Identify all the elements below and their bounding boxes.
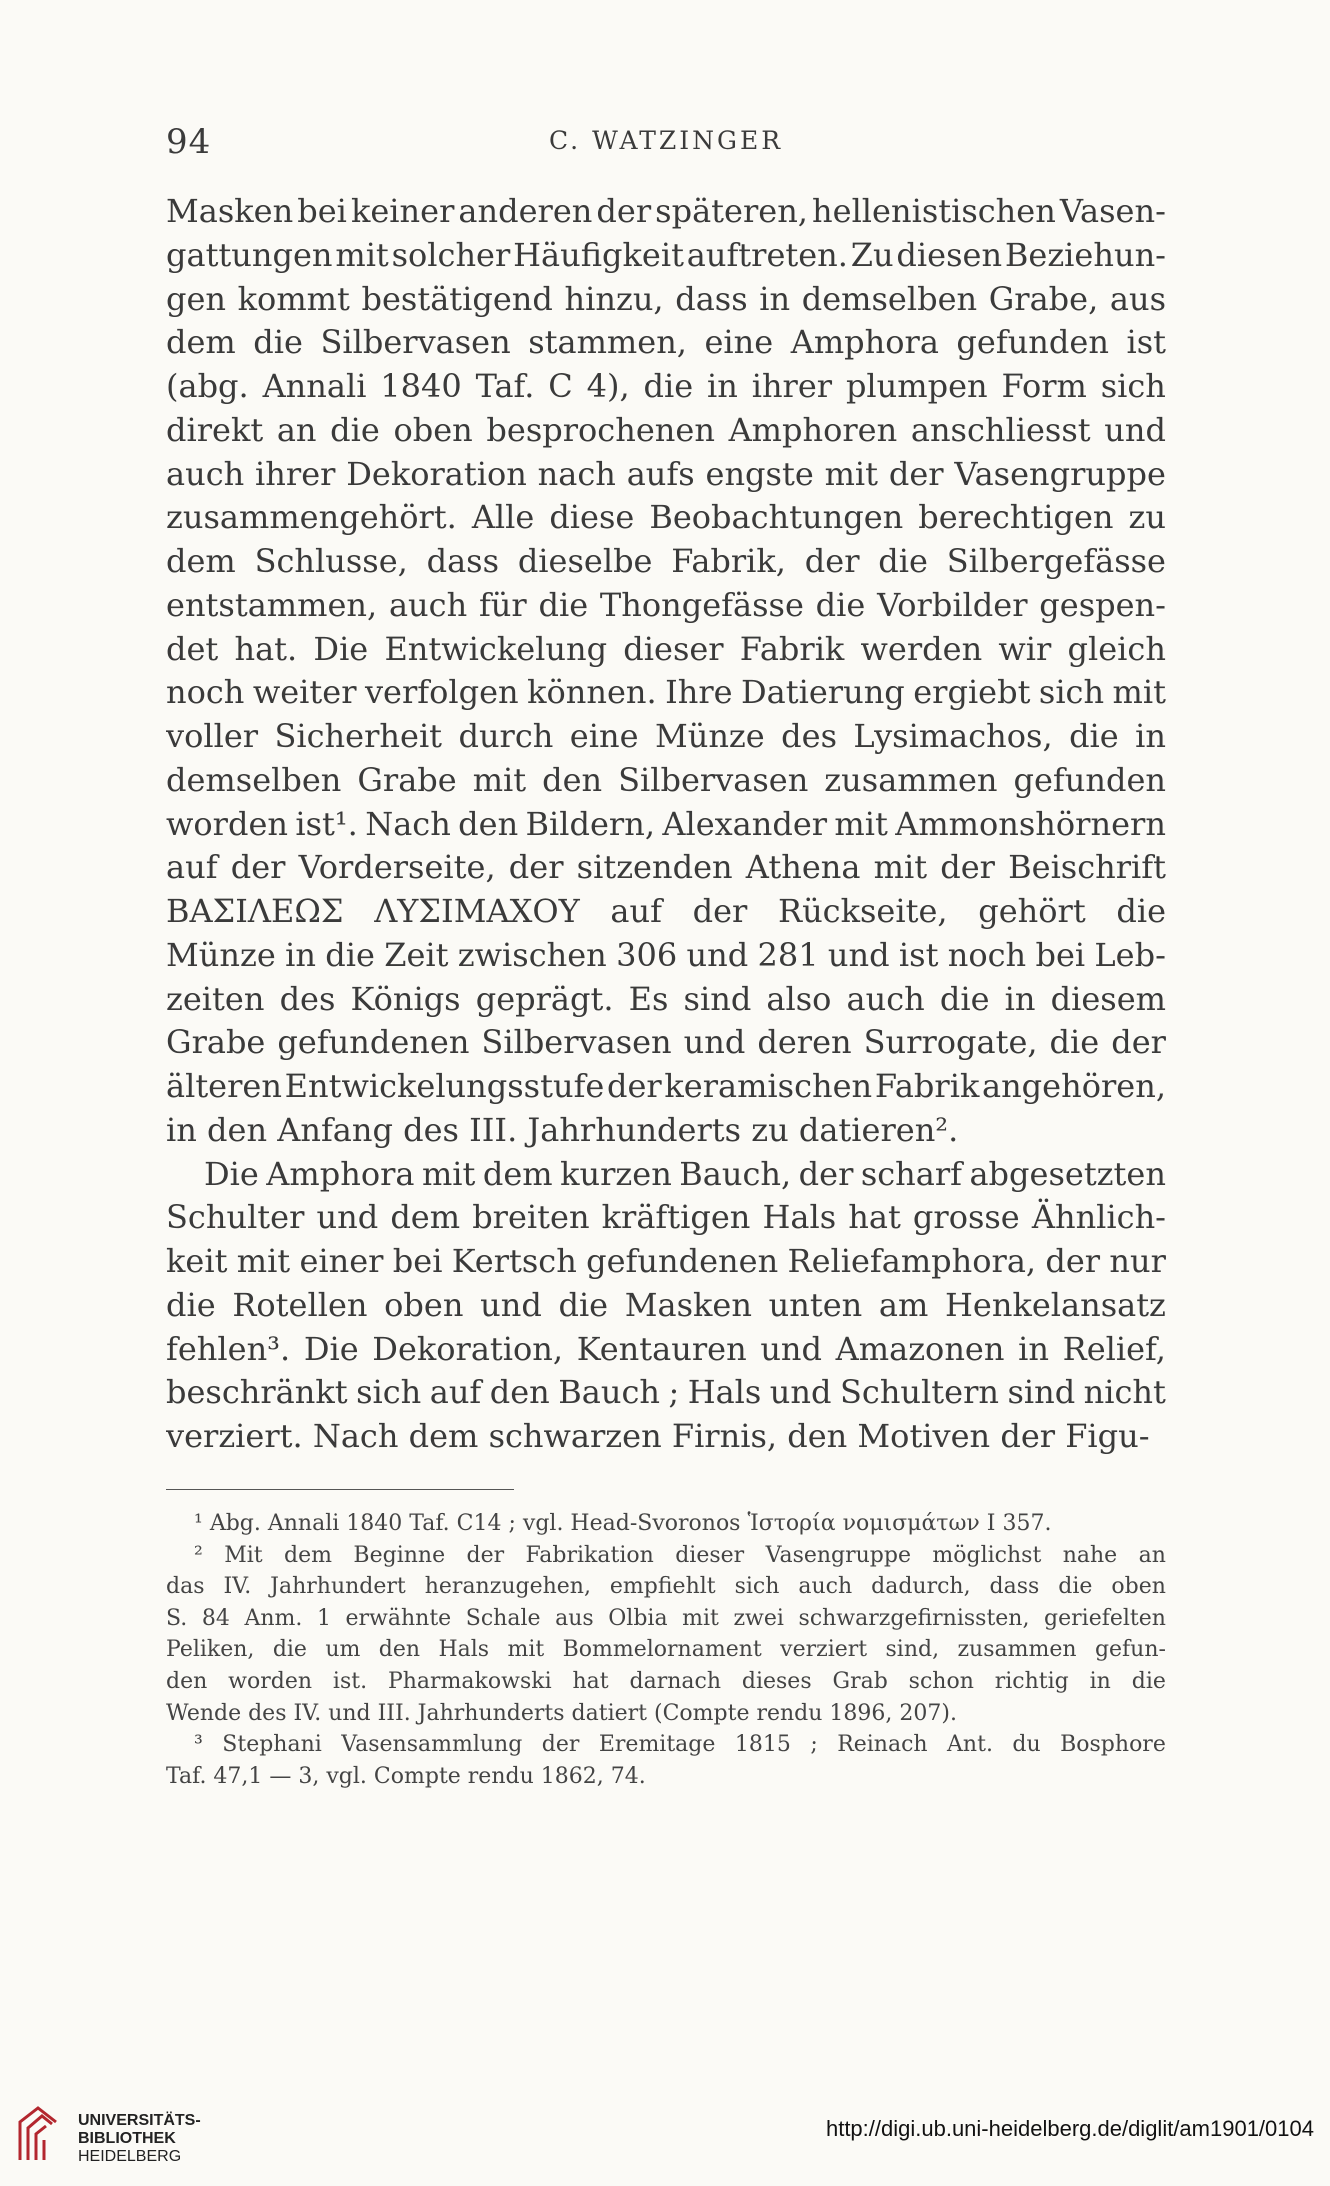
body-line: in den Anfang des III. Jahrhunderts zu datieren². [166,1110,959,1149]
body-line: entstammen, auch für die Thongefässe die Vorbilder gespen- [166,585,1166,624]
main-text [166,190,1166,1459]
body-line: det hat. Die Entwickelung dieser Fabrik werden wir gleich [166,629,1166,668]
body-line: beschränkt sich auf den Bauch ; Hals und Schultern sind nicht [166,1373,1166,1412]
university-library-logo-icon[interactable] [12,2102,64,2166]
footnote-line: den worden ist. Pharmakowski hat darnach dieses Grab schon richtig in die [166,1668,1166,1694]
body-line: ΒΑΣΙΛΕΩΣ ΛΥΣΙΜΑΧΟΥ auf der Rückseite, gehört die [166,892,1166,930]
body-line: zusammengehört. Alle diese Beobachtungen berechtigen zu [166,498,1166,537]
footnote-line: ² Mit dem Beginne der Fabrikation dieser Vasengruppe möglichst nahe an [194,1542,1166,1568]
library-name-line3: HEIDELBERG [78,2148,182,2165]
body-line: die Rotellen oben und die Masken unten am Henkelansatz [166,1285,1166,1324]
page-number: 94 [166,122,212,162]
body-line: Die Amphora mit dem kurzen Bauch, der scharf abgesetzten [204,1154,1166,1193]
body-line: demselben Grabe mit den Silbervasen zusammen gefunden [166,760,1166,799]
footnote-line: ³ Stephani Vasensammlung der Eremitage 1815 ; Reinach Ant. du Bosphore [194,1732,1166,1758]
body-line: Schulter und dem breiten kräftigen Hals hat grosse Ähnlich- [166,1198,1166,1237]
body-line: Masken bei keiner anderen der späteren, hellenistischen Vasen- [166,192,1166,230]
footnote-line: ¹ Abg. Annali 1840 Taf. C14 ; vgl. Head-Svoronos Ἱστορία νομισμάτων I 357. [194,1511,1052,1536]
body-line: auch ihrer Dekoration nach aufs engste mit der Vasengruppe [166,454,1166,493]
library-name-line2: BIBLIOTHEK [78,2130,176,2147]
body-line: Grabe gefundenen Silbervasen und deren Surrogate, die der [166,1023,1166,1062]
body-line: fehlen³. Die Dekoration, Kentauren und Amazonen in Relief, [166,1329,1166,1368]
body-line: gattungen mit solcher Häufigkeit auftreten. Zu diesen Beziehun- [166,235,1166,274]
body-line: zeiten des Königs geprägt. Es sind also auch die in diesem [166,979,1166,1018]
footnote-line: Taf. 47,1 — 3, vgl. Compte rendu 1862, 74. [166,1763,646,1789]
running-head: C. WATZINGER [548,126,784,155]
source-url-link[interactable]: http://digi.ub.uni-heidelberg.de/diglit/am1901/0104 [825,2116,1314,2141]
body-line: dem Schlusse, dass dieselbe Fabrik, der die Silbergefässe [166,542,1166,580]
body-line: voller Sicherheit durch eine Münze des Lysimachos, die in [166,717,1166,755]
body-line: worden ist¹. Nach den Bildern, Alexander mit Ammonshörnern [166,804,1166,843]
footnote-divider [166,1489,514,1490]
body-line: verziert. Nach dem schwarzen Firnis, den Motiven der Figu- [166,1417,1150,1455]
body-line: direkt an die oben besprochenen Amphoren anschliesst und [166,410,1166,449]
footnotes [166,1508,1166,1792]
body-line: Münze in die Zeit zwischen 306 und 281 und ist noch bei Leb- [166,935,1166,974]
body-line: (abg. Annali 1840 Taf. C 4), die in ihrer plumpen Form sich [166,367,1166,405]
page-footer [0,2090,1330,2186]
body-line: gen kommt bestätigend hinzu, dass in demselben Grabe, aus [166,279,1166,318]
page-header [166,122,1166,162]
body-line: dem die Silbervasen stammen, eine Amphora gefunden ist [166,323,1166,362]
footnote-line: Wende des IV. und III. Jahrhunderts datiert (Compte rendu 1896, 207). [166,1700,957,1726]
footnote-line: S. 84 Anm. 1 erwähnte Schale aus Olbia mit zwei schwarzgefirnissten, geriefelten [166,1605,1166,1631]
body-line: keit mit einer bei Kertsch gefundenen Reliefamphora, der nur [166,1242,1166,1280]
footnote-line: das IV. Jahrhundert heranzugehen, empfiehlt sich auch dadurch, dass die oben [166,1574,1166,1600]
body-line: noch weiter verfolgen können. Ihre Datierung ergiebt sich mit [166,673,1166,712]
body-line: auf der Vorderseite, der sitzenden Athena mit der Beischrift [166,848,1166,887]
body-line: älteren Entwickelungsstufe der keramischen Fabrik angehören, [166,1067,1166,1105]
footnote-line: Peliken, die um den Hals mit Bommelornament verziert sind, zusammen gefun- [166,1637,1166,1663]
library-name[interactable] [78,2112,201,2166]
library-name-line1: UNIVERSITÄTS- [78,2112,201,2129]
